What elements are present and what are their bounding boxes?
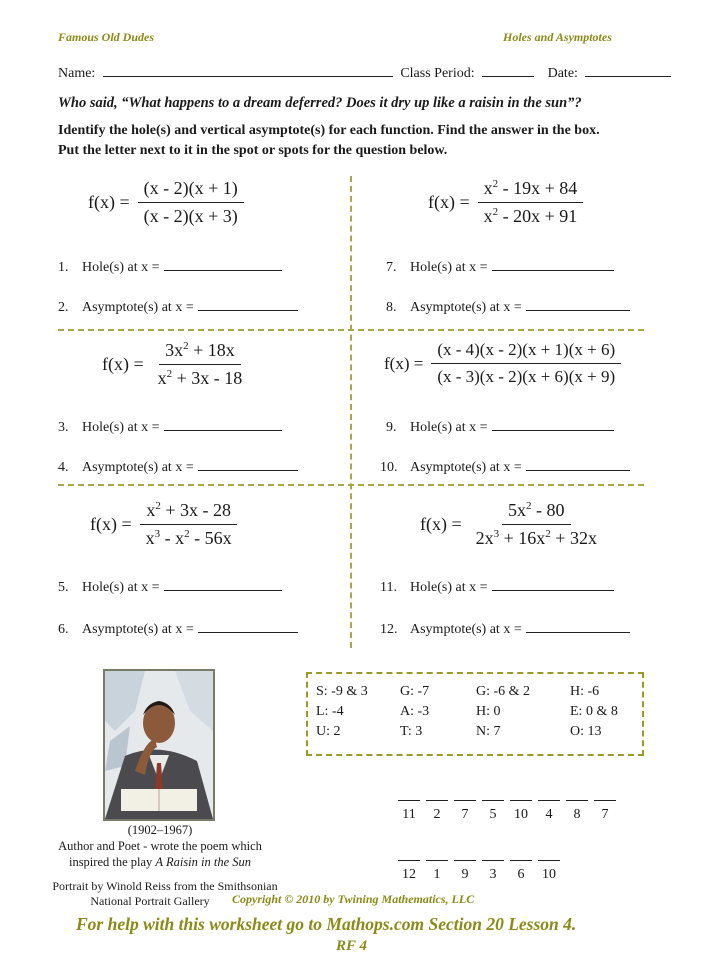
caption-line-1: Author and Poet - wrote the poem which (58, 839, 262, 853)
answer-blank[interactable] (492, 418, 614, 431)
question-8: 8. Asymptote(s) at x = (386, 298, 630, 316)
question-10: 10. Asymptote(s) at x = (380, 458, 630, 476)
numerator: $x^2 + 3x - 28$ (140, 500, 237, 525)
letter-blank[interactable] (398, 860, 420, 861)
answer-blank[interactable] (198, 458, 298, 471)
instructions-line-2: Put the letter next to it in the spot or spots for the question below. (58, 143, 448, 158)
question-7: 7. Hole(s) at x = (386, 258, 614, 276)
question-6: 6. Asymptote(s) at x = (58, 620, 298, 638)
portrait-caption (40, 822, 280, 870)
denominator: $x^2 - 20x + 91$ (483, 206, 578, 226)
question-3: 3. Hole(s) at x = (58, 418, 282, 436)
letter-blank[interactable] (538, 860, 560, 861)
function-1 (88, 178, 244, 227)
name-line (58, 64, 671, 82)
answer-item: N: 7 (476, 724, 501, 739)
numerator: (x - 2)(x + 1) (138, 178, 244, 203)
horizontal-divider-2 (58, 484, 644, 486)
answer-blank[interactable] (526, 620, 630, 633)
answer-blank[interactable] (198, 620, 298, 633)
code-number: 5 (489, 807, 497, 822)
function-lhs: f(x) = (420, 514, 462, 534)
code-number: 7 (601, 807, 609, 822)
numerator: (x - 4)(x - 2)(x + 1)(x + 6) (431, 340, 621, 364)
letter-blank[interactable] (454, 860, 476, 861)
portrait-image (103, 669, 215, 821)
code-number: 4 (545, 807, 553, 822)
numerator: $5x^2 - 80$ (502, 500, 571, 525)
name-label: Name: (58, 66, 96, 81)
instructions-line-1: Identify the hole(s) and vertical asymptote(s) for each function. Find the answer in the box. (58, 123, 600, 138)
riddle-question: Who said, “What happens to a dream deferred? Does it dry up like a raisin in the sun”? (58, 95, 582, 111)
answer-grid (316, 684, 640, 740)
letter-blank[interactable] (566, 800, 588, 801)
question-11: 11. Hole(s) at x = (380, 578, 614, 596)
fraction (478, 178, 584, 227)
function-lhs: f(x) = (88, 192, 130, 212)
letter-blank[interactable] (482, 860, 504, 861)
denominator: $x^3 - x^2 - 56x$ (145, 528, 232, 548)
fraction (470, 500, 603, 549)
answer-item: T: 3 (400, 724, 423, 739)
function-6 (420, 500, 603, 549)
name-blank[interactable] (103, 64, 393, 77)
question-4: 4. Asymptote(s) at x = (58, 458, 298, 476)
question-1: 1. Hole(s) at x = (58, 258, 282, 276)
answer-blank[interactable] (164, 258, 282, 271)
code-number: 10 (542, 867, 556, 882)
portrait-credit-2: National Portrait Gallery (90, 894, 210, 908)
fraction (138, 178, 244, 227)
fraction (140, 500, 238, 549)
letter-blank[interactable] (426, 800, 448, 801)
code-number: 1 (433, 867, 441, 882)
fraction (431, 340, 621, 387)
letter-blank[interactable] (454, 800, 476, 801)
function-5 (90, 500, 238, 549)
answer-blank[interactable] (492, 258, 614, 271)
code-number: 3 (489, 867, 497, 882)
answer-item: L: -4 (316, 704, 344, 719)
denominator: (x - 2)(x + 3) (143, 206, 238, 226)
header-title-left: Famous Old Dudes (58, 30, 155, 44)
function-2 (428, 178, 583, 227)
caption-line-2: inspired the play A Raisin in the Sun (68, 855, 252, 869)
horizontal-divider-1 (58, 329, 644, 331)
code-number: 8 (573, 807, 581, 822)
denominator: $2x^3 + 16x^2 + 32x$ (475, 528, 597, 548)
answer-item: A: -3 (400, 704, 430, 719)
letter-blank[interactable] (510, 860, 532, 861)
function-lhs: f(x) = (428, 192, 470, 212)
class-period-blank[interactable] (482, 64, 534, 77)
code-number: 7 (461, 807, 469, 822)
answer-blank[interactable] (526, 298, 630, 311)
letter-blank[interactable] (426, 860, 448, 861)
function-lhs: f(x) = (384, 353, 424, 373)
question-2: 2. Asymptote(s) at x = (58, 298, 298, 316)
letter-blank[interactable] (538, 800, 560, 801)
code-blanks-row-1 (398, 800, 616, 801)
portrait-illustration (105, 671, 213, 819)
denominator: $x^2 + 3x - 18$ (157, 368, 243, 388)
code-number: 6 (517, 867, 525, 882)
answer-item: H: 0 (476, 704, 501, 719)
answer-blank[interactable] (492, 578, 614, 591)
question-12: 12. Asymptote(s) at x = (380, 620, 630, 638)
letter-blank[interactable] (482, 800, 504, 801)
letter-blank[interactable] (594, 800, 616, 801)
letter-blank[interactable] (510, 800, 532, 801)
caption-years: (1902–1967) (127, 823, 193, 837)
code-number: 2 (433, 807, 441, 822)
answer-item: S: -9 & 3 (316, 684, 368, 699)
numerator: $3x^2 + 18x$ (159, 340, 241, 365)
answer-item: G: -6 & 2 (476, 684, 531, 699)
function-lhs: f(x) = (102, 354, 144, 374)
header-title-right: Holes and Asymptotes (503, 30, 612, 44)
code-number: 12 (402, 867, 416, 882)
code-numbers-row-2 (395, 867, 563, 883)
function-lhs: f(x) = (90, 514, 132, 534)
date-label: Date: (547, 66, 578, 81)
denominator: (x - 3)(x - 2)(x + 6)(x + 9) (437, 367, 616, 386)
code-number: 9 (461, 867, 469, 882)
answer-item: O: 13 (570, 724, 602, 739)
question-9: 9. Hole(s) at x = (386, 418, 614, 436)
answer-box (306, 672, 644, 756)
question-5: 5. Hole(s) at x = (58, 578, 282, 596)
footer-help-text: For help with this worksheet go to Mathops.com Section 20 Lesson 4. (76, 914, 577, 934)
copyright: Copyright © 2010 by Twining Mathematics, LLC (232, 892, 475, 906)
answer-item: E: 0 & 8 (570, 704, 618, 719)
code-blanks-row-2 (398, 860, 560, 861)
vertical-divider (350, 176, 352, 648)
numerator: $x^2 - 19x + 84$ (478, 178, 584, 203)
code-numbers-row-1 (395, 807, 619, 823)
answer-item: U: 2 (316, 724, 341, 739)
code-number: 11 (402, 807, 416, 822)
answer-blank[interactable] (526, 458, 630, 471)
footer-code: RF 4 (336, 938, 367, 954)
credit-line-1: Portrait by Winold Reiss from the Smithsonian (52, 879, 278, 893)
letter-blank[interactable] (398, 800, 420, 801)
instructions (58, 121, 600, 161)
function-4 (384, 340, 621, 387)
answer-blank[interactable] (164, 578, 282, 591)
answer-blank[interactable] (198, 298, 298, 311)
class-period-label: Class Period: (400, 66, 475, 81)
function-3 (102, 340, 248, 389)
answer-item: G: -7 (400, 684, 430, 699)
date-blank[interactable] (585, 64, 671, 77)
code-number: 10 (514, 807, 528, 822)
answer-blank[interactable] (164, 418, 282, 431)
fraction (152, 340, 249, 389)
answer-item: H: -6 (570, 684, 600, 699)
